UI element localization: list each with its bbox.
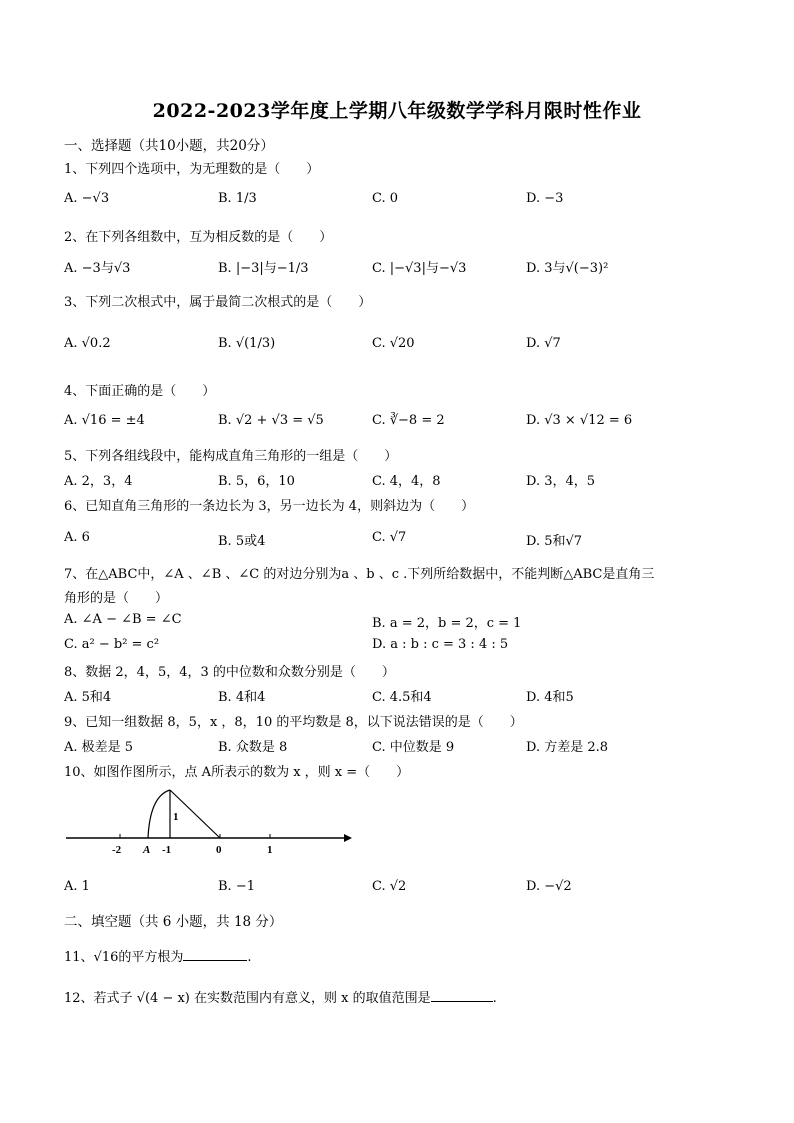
q3-option-d: D. √7 bbox=[526, 336, 561, 351]
q1-option-c: C. 0 bbox=[372, 191, 399, 206]
q8-option-c: C. 4.5和4 bbox=[372, 690, 432, 705]
question-6-stem: 6、已知直角三角形的一条边长为 3，另一边长为 4，则斜边为（ ） bbox=[64, 499, 475, 514]
q4-option-b: B. √2 + √3 = √5 bbox=[218, 413, 324, 428]
label-height-one: 1 bbox=[173, 811, 179, 823]
label-point-a: A bbox=[143, 844, 151, 856]
section-heading-choice: 一、选择题（共10小题，共20分） bbox=[64, 138, 274, 154]
label-minus-1: -1 bbox=[162, 844, 172, 856]
question-2-stem: 2、在下列各组数中，互为相反数的是（ ） bbox=[64, 230, 333, 245]
q11-prefix: 11、 bbox=[64, 950, 94, 965]
q6-option-d: D. 5和√7 bbox=[526, 534, 583, 549]
q9-option-d: D. 方差是 2.8 bbox=[526, 740, 609, 755]
q12-text: 在实数范围内有意义，则 x 的取值范围是 bbox=[189, 991, 431, 1006]
q5-option-c: C. 4，4，8 bbox=[372, 474, 441, 489]
q7-option-d: D. a : b : c = 3 : 4 : 5 bbox=[372, 637, 509, 652]
question-7-stem-cont: 角形的是（ ） bbox=[64, 591, 169, 606]
q7-option-b: B. a = 2，b = 2，c = 1 bbox=[372, 616, 522, 631]
label-zero: 0 bbox=[216, 844, 222, 856]
q9-option-a: A. 极差是 5 bbox=[64, 740, 134, 755]
q8-option-a: A. 5和4 bbox=[64, 690, 112, 705]
number-line-figure bbox=[62, 784, 362, 860]
q4-option-d: D. √3 × √12 = 6 bbox=[526, 413, 633, 428]
q12-prefix: 12、若式子 bbox=[64, 991, 137, 1006]
q7-option-c: C. a² − b² = c² bbox=[64, 637, 160, 652]
arrow-icon bbox=[344, 834, 352, 842]
question-10-stem: 10、如图作图所示，点 A所表示的数为 x ，则 x =（ ） bbox=[64, 765, 410, 780]
q2-option-a: A. −3与√3 bbox=[64, 261, 131, 276]
q10-option-a: A. 1 bbox=[64, 879, 90, 894]
q4-option-a: A. √16 = ±4 bbox=[64, 413, 145, 428]
q12-end: . bbox=[492, 991, 497, 1006]
section-heading-fill: 二、填空题（共 6 小题，共 18 分） bbox=[64, 914, 283, 930]
q9-option-c: C. 中位数是 9 bbox=[372, 740, 455, 755]
q12-answer-blank[interactable] bbox=[431, 989, 493, 1002]
question-5-stem: 5、下列各组线段中，能构成直角三角形的一组是（ ） bbox=[64, 449, 398, 464]
q1-option-b: B. 1/3 bbox=[218, 191, 257, 206]
q8-option-d: D. 4和5 bbox=[526, 690, 574, 705]
question-8-stem: 8、数据 2，4，5，4，3 的中位数和众数分别是（ ） bbox=[64, 665, 395, 680]
question-12 bbox=[64, 987, 497, 1006]
question-7-stem: 7、在△ABC中，∠A 、∠B 、∠C 的对边分别为a 、b 、c .下列所给数据中，不能判断△ABC是直角三 bbox=[64, 567, 655, 582]
q11-text: 的平方根为 bbox=[118, 950, 184, 965]
q2-option-b: B. |−3|与−1/3 bbox=[218, 261, 309, 276]
q12-expression: √(4 − x) bbox=[136, 991, 190, 1006]
question-3-stem: 3、下列二次根式中，属于最简二次根式的是（ ） bbox=[64, 295, 372, 310]
q4-option-c: C. ∛−8 = 2 bbox=[372, 413, 445, 428]
q10-option-b: B. −1 bbox=[218, 879, 255, 894]
page-title: 2022-2023学年度上学期八年级数学学科月限时性作业 bbox=[152, 100, 642, 122]
q5-option-a: A. 2，3，4 bbox=[64, 474, 133, 489]
q11-expression: √16 bbox=[93, 950, 119, 965]
question-11 bbox=[64, 946, 252, 965]
label-one: 1 bbox=[267, 844, 273, 856]
q7-option-a: A. ∠A − ∠B = ∠C bbox=[64, 612, 182, 627]
question-1-stem: 1、下列四个选项中，为无理数的是（ ） bbox=[64, 162, 320, 177]
q5-option-b: B. 5，6，10 bbox=[218, 474, 295, 489]
q6-option-a: A. 6 bbox=[64, 530, 90, 545]
q6-option-b: B. 5或4 bbox=[218, 534, 266, 549]
label-minus-2: -2 bbox=[112, 844, 122, 856]
q10-option-c: C. √2 bbox=[372, 879, 407, 894]
q11-answer-blank[interactable] bbox=[183, 948, 247, 961]
q8-option-b: B. 4和4 bbox=[218, 690, 266, 705]
q3-option-a: A. √0.2 bbox=[64, 336, 111, 351]
q2-option-d: D. 3与√(−3)² bbox=[526, 261, 609, 276]
compass-arc bbox=[148, 790, 170, 838]
q3-option-c: C. √20 bbox=[372, 336, 415, 351]
q1-option-d: D. −3 bbox=[526, 191, 564, 206]
q6-option-c: C. √7 bbox=[372, 530, 407, 545]
q2-option-c: C. |−√3|与−√3 bbox=[372, 261, 467, 276]
question-4-stem: 4、下面正确的是（ ） bbox=[64, 384, 216, 399]
question-9-stem: 9、已知一组数据 8，5，x ，8，10 的平均数是 8，以下说法错误的是（ ） bbox=[64, 715, 523, 730]
q11-end: . bbox=[247, 950, 252, 965]
q9-option-b: B. 众数是 8 bbox=[218, 740, 288, 755]
q10-option-d: D. −√2 bbox=[526, 879, 572, 894]
q1-option-a: A. −√3 bbox=[64, 191, 110, 206]
q5-option-d: D. 3，4，5 bbox=[526, 474, 596, 489]
q3-option-b: B. √(1/3) bbox=[218, 336, 276, 351]
